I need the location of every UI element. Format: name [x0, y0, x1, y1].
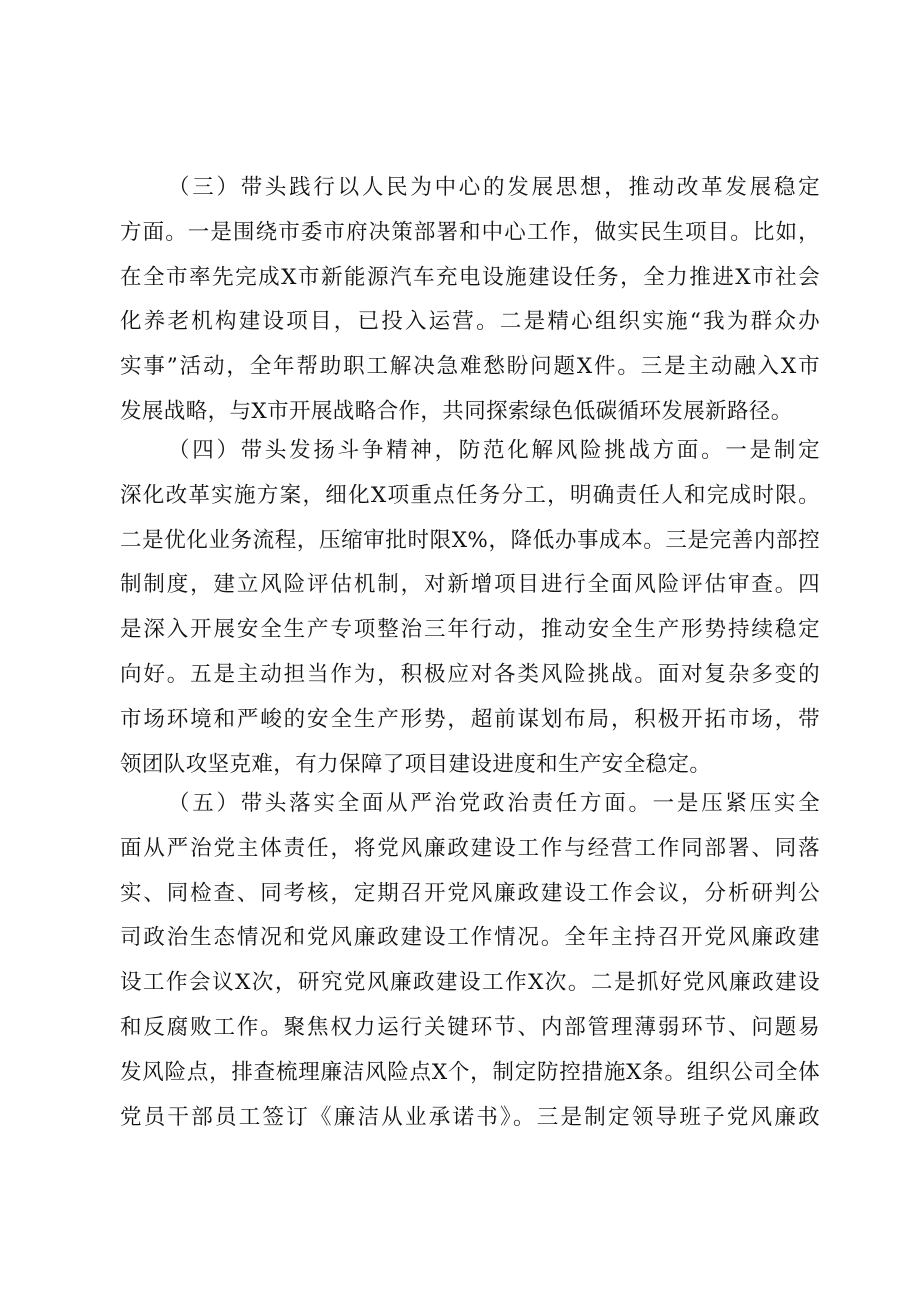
- paragraph-line: 在全市率先完成X市新能源汽车充电设施建设任务，全力推进X市社会: [120, 264, 820, 290]
- paragraph-line: 司政治生态情况和党风廉政建设工作情况。全年主持召开党风廉政建: [120, 925, 820, 951]
- paragraph-line: 设工作会议X次，研究党风廉政建设工作X次。二是抓好党风廉政建设: [120, 970, 820, 996]
- paragraph-line: 实事”活动，全年帮助职工解决急难愁盼问题X件。三是主动融入X市: [120, 354, 820, 380]
- paragraph-line: （三）带头践行以人民为中心的发展思想，推动改革发展稳定: [168, 175, 820, 200]
- paragraph-line: 面从严治党主体责任，将党风廉政建设工作与经营工作同部署、同落: [120, 835, 820, 861]
- paragraph-line: 是深入开展安全生产专项整治三年行动，推动安全生产形势持续稳定: [120, 617, 820, 643]
- paragraph-line: 党员干部员工签订《廉洁从业承诺书》。三是制定领导班子党风廉政: [120, 1104, 820, 1130]
- paragraph-line: （五）带头落实全面从严治党政治责任方面。一是压紧压实全: [168, 791, 820, 816]
- paragraph-line: 市场环境和严峻的安全生产形势，超前谋划布局，积极开拓市场，带: [120, 706, 820, 732]
- paragraph-line: 二是优化业务流程，压缩审批时限X%，降低办事成本。三是完善内部控: [120, 527, 820, 553]
- paragraph-line: 化养老机构建设项目，已投入运营。二是精心组织实施“我为群众办: [120, 309, 820, 335]
- paragraph-line: 向好。五是主动担当作为，积极应对各类风险挑战。面对复杂多变的: [120, 661, 820, 687]
- paragraph-line: 发风险点，排查梳理廉洁风险点X个，制定防控措施X条。组织公司全体: [120, 1059, 820, 1085]
- paragraph-section-4: [120, 429, 820, 787]
- paragraph-section-3: [120, 166, 820, 435]
- paragraph-line: 实、同检查、同考核，定期召开党风廉政建设工作会议，分析研判公: [120, 880, 820, 906]
- paragraph-section-5: [120, 782, 820, 1140]
- paragraph-line: 和反腐败工作。聚焦权力运行关键环节、内部管理薄弱环节、问题易: [120, 1014, 820, 1040]
- paragraph-line: 发展战略，与X市开展战略合作，共同探索绿色低碳循环发展新路径。: [120, 398, 793, 424]
- paragraph-line: （四）带头发扬斗争精神，防范化解风险挑战方面。一是制定: [168, 438, 820, 463]
- paragraph-line: 方面。一是围绕市委市府决策部署和中心工作，做实民生项目。比如，: [120, 219, 820, 245]
- paragraph-line: 领团队攻坚克难，有力保障了项目建设进度和生产安全稳定。: [120, 751, 712, 777]
- paragraph-line: 制制度，建立风险评估机制，对新增项目进行全面风险评估审查。四: [120, 572, 820, 598]
- paragraph-line: 深化改革实施方案，细化X项重点任务分工，明确责任人和完成时限。: [120, 482, 820, 508]
